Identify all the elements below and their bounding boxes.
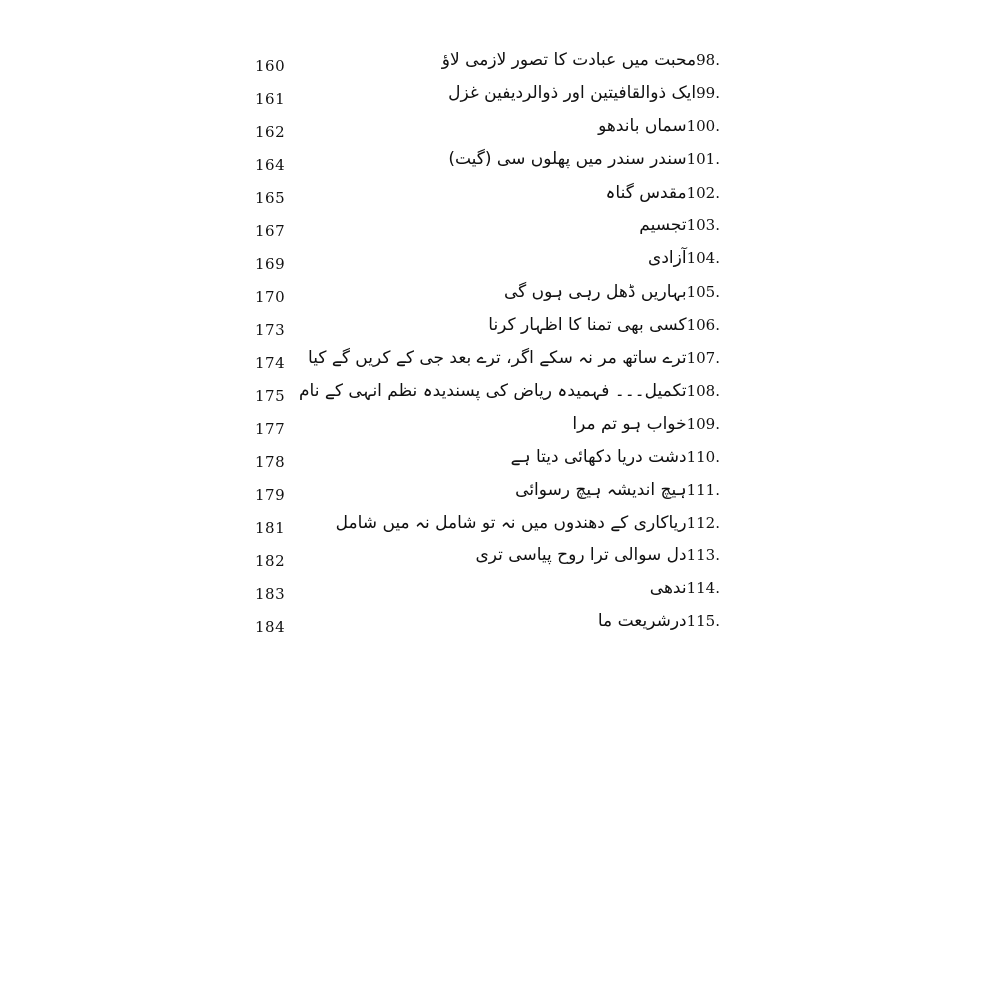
toc-page-number: 164 [255, 156, 286, 174]
toc-item-number: 107. [686, 349, 720, 367]
toc-item-number: 111. [686, 481, 720, 499]
toc-item-number: 108. [686, 382, 720, 400]
toc-entry [328, 512, 720, 533]
toc-item-title: مقدس گناہ [605, 183, 687, 203]
toc-row-109 [0, 411, 1000, 444]
toc-item-title: دل سوالی ترا روح پیاسی تری [475, 545, 687, 565]
toc-page-number: 175 [255, 387, 286, 405]
toc-item-number: 99. [696, 84, 720, 102]
toc-item-number: 106. [686, 316, 720, 334]
toc-entry [300, 347, 720, 368]
toc-item-title: بہاریں ڈھل رہی ہوں گی [503, 282, 687, 302]
toc-item-title: ہیچ اندیشہ ہیچ رسوائی [515, 480, 687, 500]
toc-item-number: 105. [686, 283, 720, 301]
toc-page-number: 160 [255, 57, 286, 75]
toc-page-number: 165 [255, 189, 286, 207]
toc-row-115 [0, 609, 1000, 642]
toc-entry [590, 611, 720, 631]
toc-item-title: ریاکاری کے دھندوں میں نہ تو شامل نہ میں شامل [335, 513, 687, 533]
toc-item-number: 114. [686, 579, 720, 597]
toc-entry [480, 314, 720, 335]
toc-item-title: ترے ساتھ مر نہ سکے اگر، ترے بعد جی کے کریں گے کیا [308, 348, 687, 368]
table-of-contents [0, 48, 1000, 642]
toc-entry [631, 215, 720, 235]
toc-page-number: 179 [255, 486, 286, 504]
toc-entry [467, 545, 720, 565]
toc-item-title: تکمیل۔۔۔ فہمیدہ ریاض کی پسندیدہ نظم انہی کے نام [299, 381, 687, 401]
toc-item-title: تجسیم [639, 215, 687, 235]
toc-entry [507, 479, 720, 500]
toc-page-number: 174 [255, 354, 286, 372]
toc-entry [440, 149, 720, 169]
toc-item-number: 109. [686, 415, 720, 433]
toc-page-number: 181 [255, 519, 286, 537]
toc-item-title: ایک ذوالقافیتین اور ذوالردیفین غزل [448, 83, 697, 103]
toc-row-113 [0, 543, 1000, 576]
toc-row-98 [0, 48, 1000, 81]
toc-item-number: 103. [686, 216, 720, 234]
toc-row-104 [0, 246, 1000, 279]
toc-entry [642, 578, 720, 598]
toc-item-number: 102. [686, 184, 720, 202]
toc-page-number: 173 [255, 321, 286, 339]
toc-page-number: 162 [255, 123, 286, 141]
toc-item-title: کسی بھی تمنا کا اظہار کرنا [488, 315, 687, 335]
toc-item-number: 101. [686, 150, 720, 168]
toc-page-number: 169 [255, 255, 286, 273]
toc-entry [590, 116, 720, 136]
toc-entry [434, 50, 720, 70]
toc-entry [440, 83, 720, 103]
toc-row-106 [0, 312, 1000, 345]
toc-entry [564, 413, 720, 434]
toc-row-101 [0, 147, 1000, 180]
toc-row-103 [0, 213, 1000, 246]
toc-row-102 [0, 180, 1000, 213]
toc-row-111 [0, 477, 1000, 510]
toc-item-number: 98. [696, 51, 720, 69]
toc-entry [503, 446, 720, 467]
toc-row-105 [0, 279, 1000, 312]
toc-entry [496, 281, 720, 302]
toc-page-number: 161 [255, 90, 286, 108]
toc-item-number: 115. [686, 612, 720, 630]
toc-item-title: دشت دریا دکھائی دیتا ہے [510, 447, 687, 467]
toc-item-title: سندر سندر میں پھلوں سی (گیت) [448, 149, 687, 169]
toc-page-number: 182 [255, 552, 286, 570]
toc-item-number: 113. [686, 546, 720, 564]
toc-item-title: خواب ہو تم مرا [572, 414, 687, 434]
toc-item-title: ندھی [649, 578, 687, 598]
toc-item-title: آزادی [648, 248, 687, 268]
toc-row-99 [0, 81, 1000, 114]
toc-entry [291, 380, 720, 401]
toc-row-107 [0, 345, 1000, 378]
toc-page-number: 177 [255, 420, 286, 438]
toc-item-title: درشریعت ما [597, 611, 687, 631]
toc-page-number: 167 [255, 222, 286, 240]
toc-entry [597, 182, 720, 203]
toc-page-number: 178 [255, 453, 286, 471]
toc-row-108 [0, 378, 1000, 411]
toc-item-number: 100. [686, 117, 720, 135]
toc-page-number: 183 [255, 585, 286, 603]
toc-item-number: 112. [686, 514, 720, 532]
toc-item-title: سماں باندھو [598, 116, 687, 136]
toc-item-number: 104. [686, 249, 720, 267]
toc-page-number: 184 [255, 618, 286, 636]
toc-item-number: 110. [686, 448, 720, 466]
toc-row-112 [0, 510, 1000, 543]
toc-row-100 [0, 114, 1000, 147]
toc-page-number: 170 [255, 288, 286, 306]
toc-row-110 [0, 444, 1000, 477]
toc-item-title: محبت میں عبادت کا تصور لازمی لاؤ [441, 50, 697, 70]
toc-entry [640, 248, 720, 268]
toc-row-114 [0, 576, 1000, 609]
